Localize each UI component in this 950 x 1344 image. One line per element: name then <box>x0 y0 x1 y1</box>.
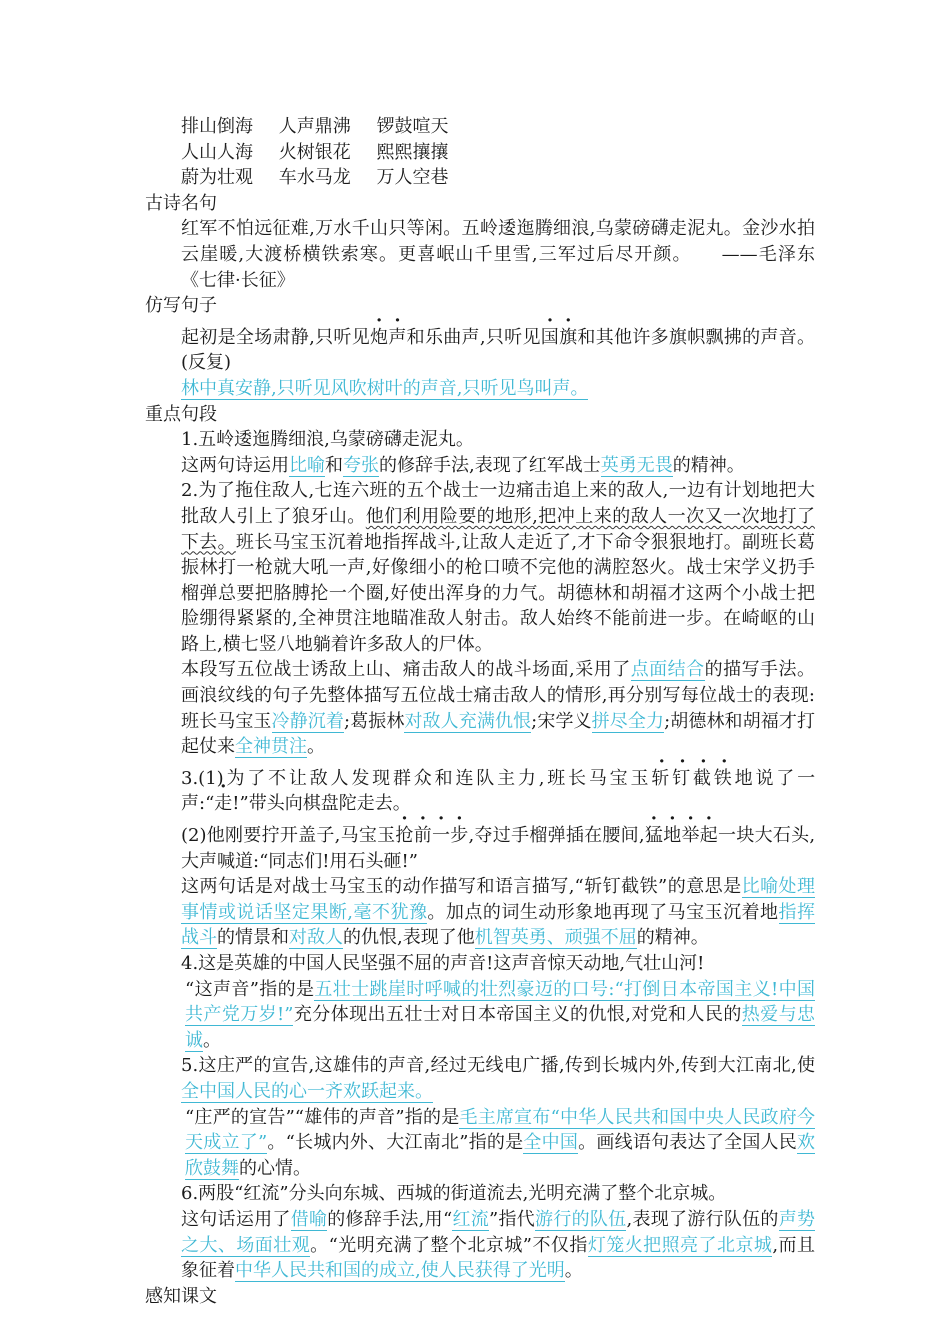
key-sentence-4: 4.这是英雄的中国人民坚强不屈的声音!这声音惊天动地,气壮山河! <box>181 953 705 974</box>
text: 班长马宝玉沉着地指挥战斗,让敌人走近了,才下命令狠狠地打。副班长葛振林打一枪就大吼一声,好像细小的枪口喷不完他的满腔怒火。战士宋学义扔手榴弹总要把胳膊抡一个圈,好使出浑身的力气。胡德林和胡福才这两个小战士把脸绷得紧紧的,全神贯注地瞄准敌人射击。敌人始终不能前进一步。在崎岖的山路上,横七竖八地躺着许多敌人的尸体。 <box>181 531 815 655</box>
answer-blank: 夸张 <box>343 454 379 476</box>
underlined-sentence: 全中国人民的心一齐欢跃起来。 <box>181 1080 433 1102</box>
dotted-word <box>645 825 718 846</box>
idiom: 排山倒海 <box>181 116 253 137</box>
text: 充分体现出五壮士对日本帝国主义的仇恨,对党和人民的 <box>293 1004 742 1026</box>
key-paragraph-2 <box>145 478 815 657</box>
answer-blank: 指挥战斗 <box>181 901 815 949</box>
dotted-word <box>651 768 734 789</box>
document-page <box>145 114 815 1309</box>
text: ;宋学义 <box>531 710 592 732</box>
text: 的修辞手法,用“ <box>327 1208 453 1230</box>
dotted-word: 走 <box>214 793 233 815</box>
imitate-answer-line <box>145 376 815 402</box>
answer-blank: 热爱与忠诚 <box>185 1004 815 1051</box>
section-heading-perceive: 感知课文 <box>145 1285 217 1307</box>
idiom-row-1 <box>145 114 815 140</box>
text: 的心情。 <box>239 1157 311 1179</box>
section-heading-imitate: 仿写句子 <box>145 295 217 317</box>
text: 5.这庄严的宣告,这雄伟的声音,经过无线电广播,传到长城内外,传到大江南北,使 <box>181 1055 815 1077</box>
answer-blank: 对敌人充满仇恨 <box>404 710 532 732</box>
text: 3.(1)为了不让敌人发现群众和连队主力,班长马宝玉 <box>181 767 652 789</box>
key-analysis-2 <box>145 657 815 759</box>
answer-blank: 对敌人 <box>289 927 343 949</box>
answer-blank: 灯笼火把照亮了北京城 <box>587 1234 773 1256</box>
dotted-char: 一 <box>431 825 451 847</box>
idiom-row-3 <box>145 165 815 191</box>
text: 。 <box>564 1260 583 1282</box>
text: 这两句诗运用 <box>181 454 289 476</box>
answer-blank: 比喻处理事情或说话坚定果断,毫不犹豫 <box>181 876 816 923</box>
text: 的精神。 <box>672 454 745 476</box>
idiom: 火树银花 <box>278 141 351 163</box>
text: 和其他许多旗帜飘拂的声音。(反复) <box>181 326 816 374</box>
text: 和 <box>325 454 343 476</box>
answer-blank: 红流 <box>452 1208 489 1230</box>
idiom: 车水马龙 <box>278 167 351 189</box>
dotted-char: 旗 <box>559 326 578 348</box>
answer-blank: 毛主席宣布“中华人民共和国中央人民政府今天成立了” <box>185 1106 816 1154</box>
text: 地说了一声:“ <box>181 767 816 815</box>
section-heading-key: 重点句段 <box>145 403 217 425</box>
imitate-sentence <box>145 325 815 376</box>
text: 2.为了拖住敌人,七连六班的五个战士一边痛击追上来的敌人,一边有计划地把大批敌人引上了狼牙山。 <box>181 480 815 527</box>
text: 和乐曲声,只听见 <box>406 326 541 348</box>
answer-blank: 英勇无畏 <box>600 454 673 476</box>
answer-blank: 比喻 <box>289 454 325 476</box>
key-sentence-3-2 <box>145 823 815 874</box>
text: 。“光明充满了整个北京城”不仅指 <box>310 1234 588 1256</box>
answer-blank: 拼尽全力 <box>591 710 665 732</box>
dotted-char: 斩 <box>651 767 673 789</box>
dotted-char: 声 <box>388 326 407 348</box>
text: 的精神。 <box>636 927 709 949</box>
dotted-phrase <box>651 768 734 789</box>
answer-blank: 中华人民共和国的成立,使人民获得了光明 <box>235 1260 565 1282</box>
answer-blank: 五壮士跳崖时呼喊的壮烈豪迈的口号:“打倒日本帝国主义!中国共产党万岁!” <box>185 978 816 1026</box>
text: 。“长城内外、大江南北”指的是 <box>267 1132 524 1154</box>
key-analysis-6 <box>145 1207 815 1284</box>
answer-blank: 借喻 <box>290 1208 328 1230</box>
section-heading-poem: 古诗名句 <box>145 192 217 214</box>
answer-blank: 声势之大、场面壮观 <box>181 1208 815 1256</box>
idiom: 锣鼓喧天 <box>376 116 449 137</box>
text: ,而且象征着 <box>181 1234 815 1282</box>
key-analysis-1 <box>145 453 815 479</box>
answer-blank: 欢欣鼓舞 <box>185 1132 816 1179</box>
poem-source: ——毛泽东《七律·长征》 <box>181 243 815 291</box>
key-sentence-6: 6.两股“红流”分头向东城、西城的街道流去,光明充满了整个北京城。 <box>181 1183 727 1205</box>
text: ,夺过手榴弹插在腰间, <box>468 825 645 847</box>
text: 起初是全场肃静,只听见 <box>181 326 371 348</box>
answer-blank: 全中国 <box>523 1132 579 1154</box>
idiom: 熙熙攘攘 <box>376 141 449 163</box>
answer-blank: 机智英勇、顽强不屈 <box>474 927 637 949</box>
dotted-char: 举 <box>681 825 700 847</box>
idiom: 人声鼎沸 <box>278 116 351 137</box>
dotted-char: 炮 <box>370 326 389 348</box>
dotted-char: 前 <box>413 825 432 847</box>
poem-paragraph <box>145 216 815 293</box>
dotted-char: 抢 <box>395 825 414 847</box>
text: “这声音”指的是 <box>185 978 315 1000</box>
dotted-char: 国 <box>540 326 560 348</box>
dotted-char: 起 <box>699 825 719 847</box>
wavy-underlined-sentence: 他们利用险要的地形,把冲上来的敌人一次又一次地打了下去。 <box>181 505 815 553</box>
poem-text: 红军不怕远征难,万水千山只等闲。五岭逶迤腾细浪,乌蒙磅礴走泥丸。金沙水拍云崖暖,大渡桥横铁索寒。更喜岷山千里雪,三军过后尽开颜。 <box>181 218 815 265</box>
text: 一块大石头,大声喊道:“同志们!用石头砸!” <box>181 825 816 872</box>
idiom: 人山人海 <box>181 141 253 163</box>
dotted-char: 地 <box>663 825 682 847</box>
dotted-char: 步 <box>450 825 469 847</box>
key-sentence-3-1 <box>145 766 815 817</box>
key-sentence-5 <box>145 1053 815 1104</box>
idiom: 万人空巷 <box>376 167 449 189</box>
text: 本段写五位战士诱敌上山、痛击敌人的战斗场面,采用了 <box>181 659 631 681</box>
text: 。画线语句表达了全国人民 <box>578 1132 798 1154</box>
text: ;葛振林 <box>343 710 405 732</box>
key-analysis-3 <box>145 874 815 951</box>
key-sentence-1: 1.五岭逶迤腾细浪,乌蒙磅礴走泥丸。 <box>181 429 474 451</box>
text: ”指代 <box>489 1208 536 1230</box>
dotted-char: 截 <box>692 767 714 789</box>
dotted-word <box>541 327 578 348</box>
answer-blank: 全神贯注 <box>235 736 307 758</box>
key-analysis-5 <box>145 1105 815 1182</box>
answer-blank: 冷静沉着 <box>271 710 344 732</box>
text: 这句话运用了 <box>181 1208 291 1230</box>
imitate-answer: 林中真安静,只听见风吹树叶的声音,只听见鸟叫声。 <box>181 377 589 399</box>
text: 。 <box>307 736 325 758</box>
text: !”带头向棋盘陀走去。 <box>232 793 411 815</box>
key-analysis-4 <box>145 977 815 1054</box>
text: “庄严的宣告”“雄伟的声音”指的是 <box>185 1106 460 1128</box>
text: ;胡德林和胡福才打起仗来 <box>181 710 815 758</box>
dotted-word <box>370 327 407 348</box>
text: 的描写手法。画浪纹线的句子先整体描写五位战士痛击敌人的情形,再分别写每位战士的表现:班长马宝玉 <box>181 659 816 732</box>
dotted-char: 钉 <box>672 767 693 789</box>
text: 的仇恨,表现了他 <box>343 927 475 949</box>
text: 。加点的词生动形象地再现了马宝玉沉着地 <box>427 901 779 923</box>
idiom-row-2 <box>145 140 815 166</box>
dotted-char: 猛 <box>644 825 664 847</box>
text: 的修辞手法,表现了红军战士 <box>379 454 601 476</box>
text: 这两句话是对战士马宝玉的动作描写和语言描写,“斩钉截铁”的意思是 <box>181 876 742 898</box>
answer-blank: 点面结合 <box>630 659 705 681</box>
dotted-word <box>395 825 468 846</box>
text: (2)他刚要拧开盖子,马宝玉 <box>181 825 396 847</box>
answer-blank: 游行的队伍 <box>535 1208 627 1230</box>
text: ,表现了游行队伍的 <box>626 1208 779 1230</box>
text: 的情景和 <box>217 927 289 949</box>
idiom: 蔚为壮观 <box>181 167 253 189</box>
text: 。 <box>203 1029 221 1051</box>
dotted-char: 铁 <box>713 767 735 789</box>
